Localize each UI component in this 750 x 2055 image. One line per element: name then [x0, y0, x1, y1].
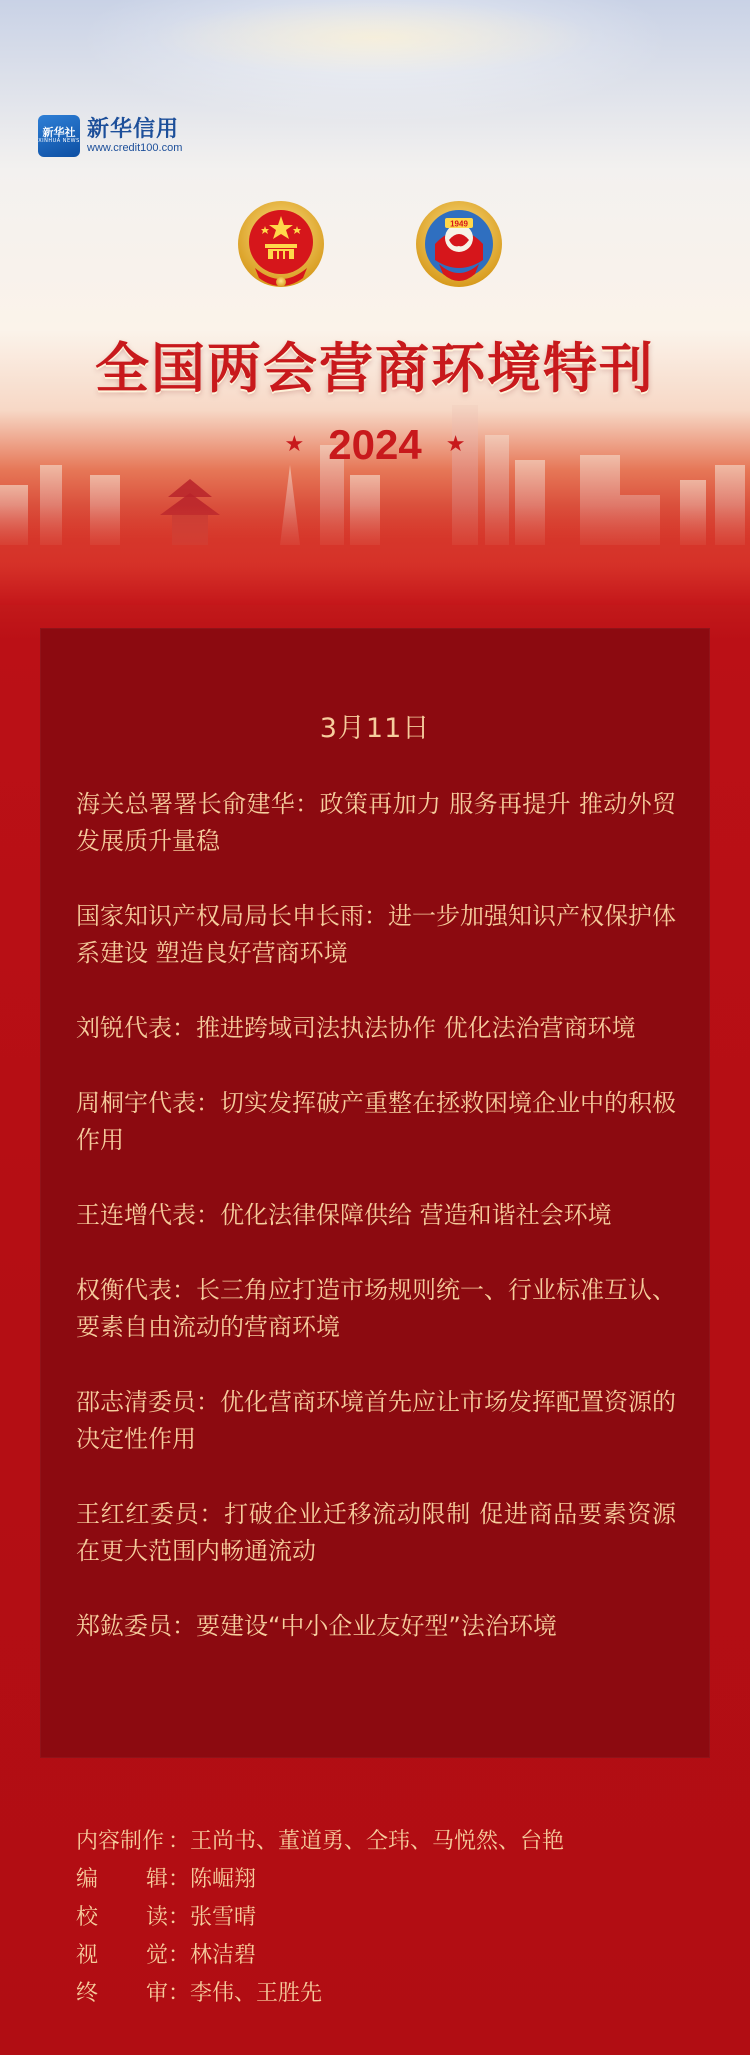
news-list — [76, 786, 676, 1683]
brand-mark-top: 新华社 — [42, 126, 76, 140]
star-icon-right: ★ — [445, 432, 466, 457]
credit-value: 张雪晴 — [190, 1905, 257, 1930]
credit-label — [76, 1937, 168, 1975]
credit-value: 李伟、王胜先 — [190, 1981, 323, 2006]
emblems-row — [0, 198, 750, 298]
brand-logo[interactable] — [38, 115, 182, 157]
news-item[interactable]: 国家知识产权局局长申长雨：进一步加强知识产权保护体系建设 塑造良好营商环境 — [76, 902, 676, 967]
credit-row-production — [76, 1823, 696, 1861]
news-item[interactable]: 刘锐代表：推进跨域司法执法协作 优化法治营商环境 — [76, 1014, 636, 1042]
credit-label-first: 视 — [76, 1943, 99, 1968]
cppcc-emblem-icon — [413, 198, 505, 292]
year-row — [0, 421, 750, 468]
news-item[interactable]: 海关总署署长俞建华：政策再加力 服务再提升 推动外贸发展质升量稳 — [76, 790, 676, 855]
header-banner — [0, 0, 750, 620]
credit-label — [76, 1899, 168, 1937]
brand-name: 新华信用 — [87, 116, 180, 142]
news-item[interactable]: 王连增代表：优化法律保障供给 营造和谐社会环境 — [76, 1201, 612, 1229]
credit-separator: ： — [168, 1905, 191, 1930]
credit-label — [76, 1823, 168, 1861]
credit-label-last: 辑 — [145, 1867, 168, 1892]
cppcc-year: 1949 — [450, 219, 468, 229]
credit-label-first: 编 — [76, 1867, 99, 1892]
credit-label-gap — [100, 1975, 144, 2013]
credit-label-gap — [100, 1937, 144, 1975]
credit-label-text: 内容制作 — [76, 1829, 165, 1854]
credit-label-last: 觉 — [145, 1943, 168, 1968]
news-item[interactable]: 王红红委员：打破企业迁移流动限制 促进商品要素资源在更大范围内畅通流动 — [76, 1500, 676, 1565]
credit-label-last: 审 — [145, 1981, 168, 2006]
brand-text — [87, 118, 182, 154]
brand-mark-sub: XINHUA NEWS — [38, 138, 80, 145]
news-item[interactable]: 周桐宇代表：切实发挥破产重整在拯救困境企业中的积极作用 — [76, 1089, 676, 1154]
credit-label-last: 读 — [145, 1905, 168, 1930]
news-item[interactable]: 邵志清委员：优化营商环境首先应让市场发挥配置资源的决定性作用 — [76, 1388, 676, 1453]
page-title: 全国两会营商环境特刊 — [95, 336, 655, 400]
credit-value: 王尚书、董道勇、仝玮、马悦然、台艳 — [190, 1829, 565, 1854]
credit-label-first: 终 — [76, 1981, 99, 2006]
credit-label-first: 校 — [76, 1905, 99, 1930]
credit-separator: ： — [168, 1943, 191, 1968]
credit-label-gap — [100, 1899, 144, 1937]
credit-value: 陈崛翔 — [190, 1867, 257, 1892]
credit-label — [76, 1861, 168, 1899]
credit-row-editor — [76, 1861, 696, 1899]
credit-row-visual — [76, 1937, 696, 1975]
credit-row-proofreader — [76, 1899, 696, 1937]
credits-block — [76, 1823, 696, 2013]
credit-separator: ： — [168, 1829, 191, 1854]
news-item[interactable]: 权衡代表：长三角应打造市场规则统一、行业标准互认、要素自由流动的营商环境 — [76, 1276, 676, 1341]
star-icon-left: ★ — [284, 432, 305, 457]
credit-label-gap — [100, 1861, 144, 1899]
credit-separator: ： — [168, 1981, 191, 2006]
national-emblem-icon — [235, 198, 327, 292]
credit-separator: ： — [168, 1867, 191, 1892]
news-panel — [40, 628, 710, 1758]
credit-row-final-review — [76, 1975, 696, 2013]
credit-value: 林洁碧 — [190, 1943, 257, 1968]
brand-url: www.credit100.com — [87, 142, 183, 155]
issue-year: 2024 — [328, 421, 422, 468]
sky-glow — [150, 0, 600, 75]
credit-label — [76, 1975, 168, 2013]
xinhua-logo-icon — [38, 115, 80, 157]
panel-date: 3月11日 — [319, 713, 431, 744]
news-item[interactable]: 郑鈜委员：要建设“中小企业友好型”法治环境 — [76, 1612, 557, 1640]
